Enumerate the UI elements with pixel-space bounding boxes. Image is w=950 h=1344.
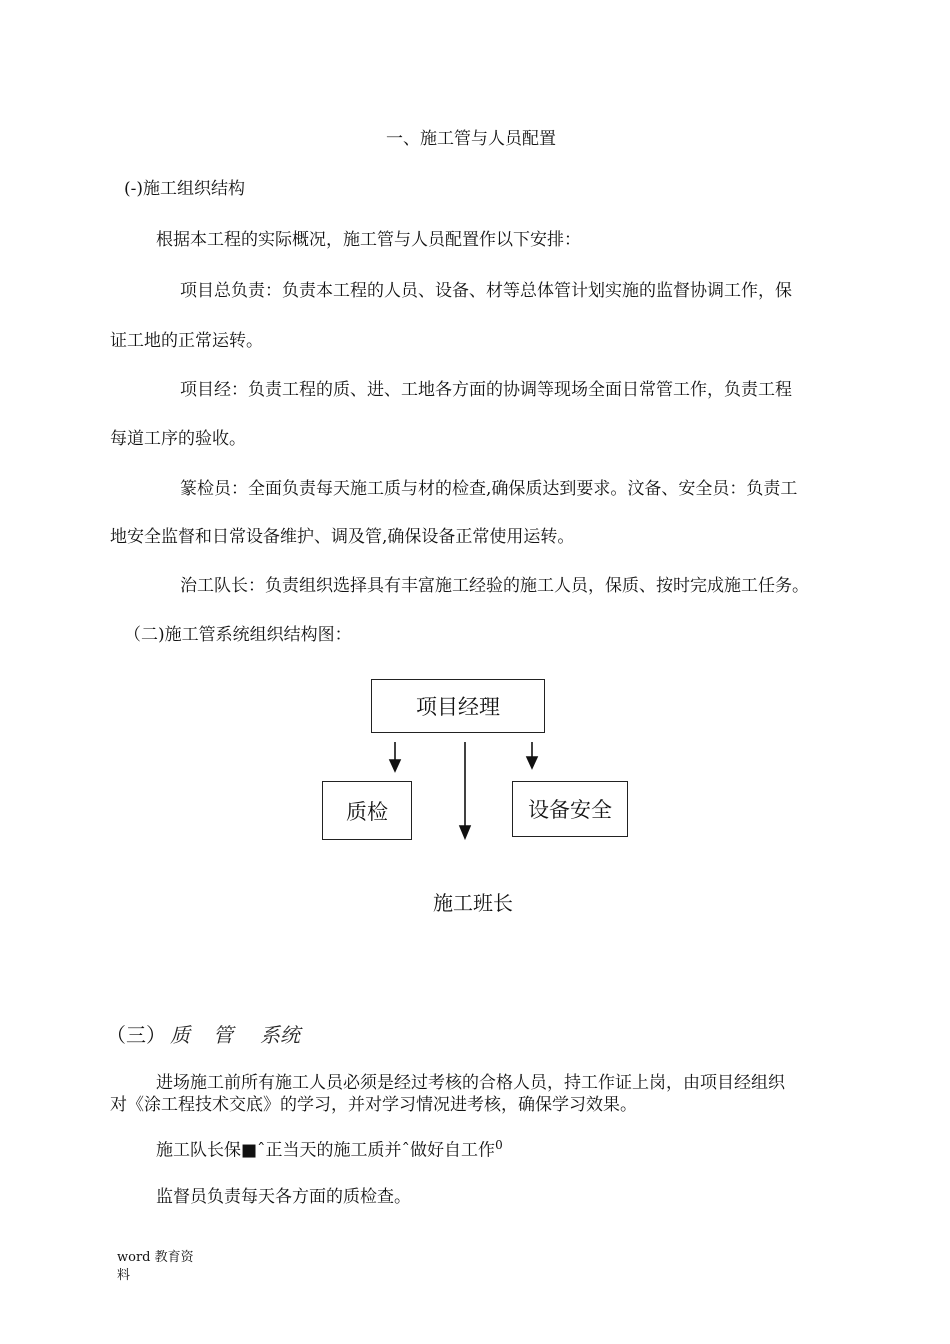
paragraph-line: 进场施工前所有施工人员必须是经过考核的合格人员，持工作证上岗，由项目经组织: [156, 1073, 785, 1093]
section-heading-2: （二)施工管系统组织结构图：: [124, 625, 352, 645]
paragraph-line: 项目总负责：负责本工程的人员、设备、材等总体管计划实施的监督协调工作，保: [180, 281, 792, 301]
paragraph-line: 证工地的正常运转。: [110, 331, 263, 351]
paragraph-line: 监督员负责每天各方面的质检查。: [156, 1187, 411, 1207]
section-heading-3-hand-1: 质: [170, 1023, 190, 1047]
org-box-quality-inspection: 质检: [322, 781, 412, 840]
org-node-team-leader: 施工班长: [433, 891, 513, 915]
arrow-head: [390, 760, 400, 771]
paragraph-line: [156, 1139, 503, 1160]
section-heading-1: (-)施工组织结构: [124, 179, 246, 199]
arrow-head: [460, 826, 470, 838]
paragraph-text: 施工队长保■ˆ正当天的施工质并ˆ做好自工作: [156, 1140, 496, 1161]
paragraph-line: 每道工序的验收。: [110, 429, 246, 449]
org-box-project-manager: 项目经理: [371, 679, 545, 733]
page-title: 一、施工管与人员配置: [386, 129, 556, 149]
superscript: 0: [495, 1138, 503, 1152]
paragraph-line: 地安全监督和日常设备维护、调及管,确保设备正常使用运转。: [110, 527, 575, 547]
intro-paragraph: 根据本工程的实际概况，施工管与人员配置作以下安排：: [156, 230, 581, 250]
section-heading-3-hand-2: 管: [213, 1023, 233, 1047]
paragraph-line: 治工队长：负责组织选择具有丰富施工经验的施工人员，保质、按时完成施工任务。: [180, 576, 809, 596]
arrow-head: [527, 757, 537, 768]
org-box-equipment-safety: 设备安全: [512, 781, 628, 837]
section-heading-3-hand-3: 系统: [260, 1023, 300, 1047]
paragraph-line: 项目经：负责工程的质、进、工地各方面的协调等现场全面日常管工作，负责工程: [180, 380, 792, 400]
section-heading-3-prefix: （三）: [106, 1023, 166, 1047]
footer-text-line-1: word 教育资: [117, 1250, 194, 1265]
paragraph-line: 篆检员：全面负责每天施工质与材的检查,确保质达到要求。汶备、安全员：负责工: [180, 479, 798, 499]
paragraph-line: 对《涂工程技术交底》的学习，并对学习情况进考核，确保学习效果。: [110, 1095, 637, 1115]
footer-text-line-2: 料: [117, 1268, 131, 1283]
